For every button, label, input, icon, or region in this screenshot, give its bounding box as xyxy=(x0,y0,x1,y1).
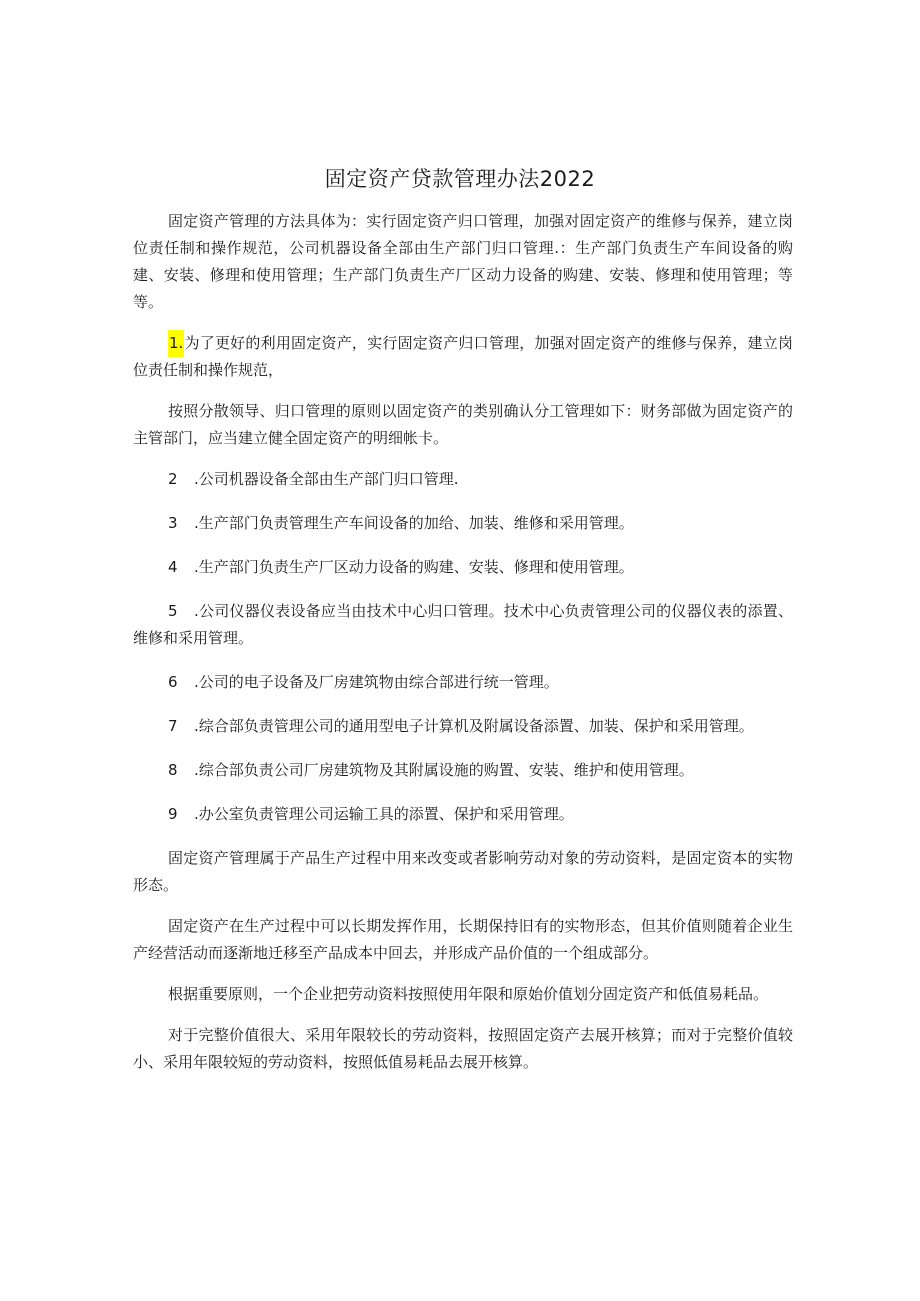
item-4-paragraph xyxy=(133,554,793,581)
closing-paragraph-4: 对于完整价值很大、采用年限较长的劳动资料，按照固定资产去展开核算；而对于完整价值较小、采用年限较短的劳动资料，按照低值易耗品去展开核算。 xyxy=(133,1026,793,1071)
closing-paragraph-3: 根据重要原则，一个企业把劳动资料按照使用年限和原始价值划分固定资产和低值易耗品。 xyxy=(168,985,769,1003)
item-5-number: 5 xyxy=(168,602,178,620)
item-1-number: 1. xyxy=(168,330,184,357)
closing-paragraph-2: 固定资产在生产过程中可以长期发挥作用，长期保持旧有的实物形态，但其价值则随着企业生产经营活动而逐渐地迁移至产品成本中回去，并形成产品价值的一个组成部分。 xyxy=(133,917,793,962)
item-4-number: 4 xyxy=(168,558,178,576)
principle-paragraph: 按照分散领导、归口管理的原则以固定资产的类别确认分工管理如下：财务部做为固定资产的主管部门，应当建立健全固定资产的明细帐卡。 xyxy=(133,402,793,447)
item-1-paragraph xyxy=(133,330,793,384)
item-6-number: 6 xyxy=(168,673,178,691)
item-5-paragraph xyxy=(133,598,793,652)
item-5-text: .公司仪器仪表设备应当由技术中心归口管理。技术中心负责管理公司的仪器仪表的添置、维修和采用管理。 xyxy=(133,602,793,647)
item-8-text: .综合部负责公司厂房建筑物及其附属设施的购置、安装、维护和使用管理。 xyxy=(194,761,694,779)
item-2-text: .公司机器设备全部由生产部门归口管理. xyxy=(194,470,459,488)
item-6-paragraph xyxy=(133,669,793,696)
item-7-text: .综合部负责管理公司的通用型电子计算机及附属设备添置、加装、保护和采用管理。 xyxy=(194,717,754,735)
item-9-number: 9 xyxy=(168,805,178,823)
item-4-text: .生产部门负责生产厂区动力设备的购建、安装、修理和使用管理。 xyxy=(194,558,634,576)
document-body xyxy=(133,208,793,1090)
item-2-paragraph xyxy=(133,466,793,493)
item-7-paragraph xyxy=(133,713,793,740)
item-3-paragraph xyxy=(133,510,793,537)
item-9-text: .办公室负责管理公司运输工具的添置、保护和采用管理。 xyxy=(194,805,574,823)
item-9-paragraph xyxy=(133,801,793,828)
intro-paragraph: 固定资产管理的方法具体为：实行固定资产归口管理，加强对固定资产的维修与保养，建立岗位责任制和操作规范，公司机器设备全部由生产部门归口管理.：生产部门负责生产车间设备的购建、安装、修理和使用管理；生产部门负责生产厂区动力设备的购建、安装、修理和使用管理；等等。 xyxy=(133,212,793,311)
closing-paragraph-1: 固定资产管理属于产品生产过程中用来改变或者影响劳动对象的劳动资料，是固定资本的实物形态。 xyxy=(133,849,793,894)
item-8-paragraph xyxy=(133,757,793,784)
item-3-number: 3 xyxy=(168,514,178,532)
item-7-number: 7 xyxy=(168,717,178,735)
item-6-text: .公司的电子设备及厂房建筑物由综合部进行统一管理。 xyxy=(194,673,559,691)
item-2-number: 2 xyxy=(168,470,178,488)
item-8-number: 8 xyxy=(168,761,178,779)
item-3-text: .生产部门负责管理生产车间设备的加给、加装、维修和采用管理。 xyxy=(194,514,634,532)
document-title: 固定资产贷款管理办法2022 xyxy=(324,167,596,191)
item-1-text: 为了更好的利用固定资产，实行固定资产归口管理，加强对固定资产的维修与保养，建立岗位责任制和操作规范， xyxy=(133,334,793,379)
